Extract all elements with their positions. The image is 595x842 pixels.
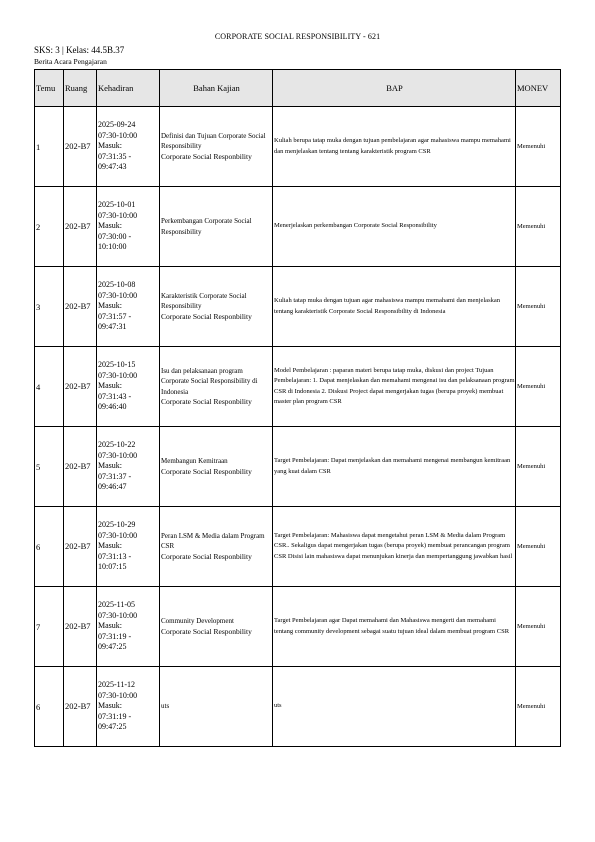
cell-bap: Target Pembelajaran agar Dapat memahami dan Mahasiswa mengerti dan memahami tentang community development sebagai suatu tujuan ideal dalam membuat program CSR bbox=[273, 587, 516, 667]
bahan-topic: Peran LSM & Media dalam Program CSR bbox=[161, 531, 265, 551]
kehadiran-masuk-label: Masuk: bbox=[98, 701, 122, 711]
table-row bbox=[35, 187, 561, 267]
kehadiran-keluar-time: 09:46:40 bbox=[98, 402, 127, 412]
header-temu: Temu bbox=[35, 70, 64, 107]
cell-bap: Target Pembelajaran: Dapat menjelaskan dan memahami mengenai membangun kemitraan yang kuat dalam CSR bbox=[273, 427, 516, 507]
bahan-topic: Karakteristik Corporate Social Responsibility bbox=[161, 291, 247, 311]
cell-monev: Memenuhi bbox=[516, 587, 561, 667]
cell-kehadiran bbox=[97, 427, 160, 507]
kehadiran-masuk-time: 07:30:00 - bbox=[98, 231, 132, 241]
bahan-course: Corporate Social Responbility bbox=[161, 551, 252, 561]
kehadiran-masuk-label: Masuk: bbox=[98, 381, 122, 391]
kehadiran-masuk-time: 07:31:37 - bbox=[98, 471, 132, 481]
cell-temu: 2 bbox=[35, 187, 64, 267]
cell-bap: uts bbox=[273, 667, 516, 747]
table-row bbox=[35, 107, 561, 187]
bahan-topic: Community Development bbox=[161, 617, 234, 625]
cell-bahan-kajian bbox=[160, 107, 273, 187]
table-row bbox=[35, 347, 561, 427]
bahan-course: Corporate Social Responbility bbox=[161, 311, 252, 321]
cell-bahan-kajian bbox=[160, 347, 273, 427]
cell-ruang: 202-B7 bbox=[64, 427, 97, 507]
cell-bap: Menerjelaskan perkembangan Corporate Social Responsibility bbox=[273, 187, 516, 267]
kehadiran-masuk-time: 07:31:19 - bbox=[98, 631, 132, 641]
kehadiran-keluar-time: 09:46:47 bbox=[98, 482, 127, 492]
bap-table bbox=[34, 69, 561, 747]
cell-temu: 1 bbox=[35, 107, 64, 187]
kehadiran-masuk-time: 07:31:43 - bbox=[98, 391, 132, 401]
cell-temu: 6 bbox=[35, 667, 64, 747]
kehadiran-keluar-time: 09:47:43 bbox=[98, 162, 127, 172]
kehadiran-time: 07:30-10:00 bbox=[98, 450, 138, 460]
sks-kelas-info: SKS: 3 | Kelas: 44.5B.37 bbox=[34, 45, 125, 55]
kehadiran-keluar-time: 10:10:00 bbox=[98, 242, 127, 252]
cell-temu: 7 bbox=[35, 587, 64, 667]
kehadiran-time: 07:30-10:00 bbox=[98, 290, 138, 300]
kehadiran-date: 2025-10-08 bbox=[98, 280, 136, 290]
kehadiran-date: 2025-11-12 bbox=[98, 680, 136, 690]
header-ruang: Ruang bbox=[64, 70, 97, 107]
cell-bahan-kajian bbox=[160, 587, 273, 667]
kehadiran-masuk-label: Masuk: bbox=[98, 461, 122, 471]
document-subtitle: Berita Acara Pengajaran bbox=[34, 57, 107, 66]
header-bap: BAP bbox=[273, 70, 516, 107]
cell-temu: 3 bbox=[35, 267, 64, 347]
header-bahan-kajian: Bahan Kajian bbox=[160, 70, 273, 107]
table-header-row bbox=[35, 70, 561, 107]
cell-kehadiran bbox=[97, 667, 160, 747]
cell-monev: Memenuhi bbox=[516, 267, 561, 347]
kehadiran-time: 07:30-10:00 bbox=[98, 130, 138, 140]
cell-monev: Memenuhi bbox=[516, 667, 561, 747]
cell-kehadiran bbox=[97, 347, 160, 427]
kehadiran-date: 2025-11-05 bbox=[98, 600, 136, 610]
kehadiran-date: 2025-10-22 bbox=[98, 440, 136, 450]
cell-kehadiran bbox=[97, 507, 160, 587]
kehadiran-keluar-time: 09:47:25 bbox=[98, 642, 127, 652]
kehadiran-date: 2025-10-29 bbox=[98, 520, 136, 530]
kehadiran-keluar-time: 09:47:25 bbox=[98, 722, 127, 732]
cell-ruang: 202-B7 bbox=[64, 507, 97, 587]
table-row bbox=[35, 427, 561, 507]
cell-ruang: 202-B7 bbox=[64, 347, 97, 427]
table-row bbox=[35, 587, 561, 667]
header-kehadiran: Kehadiran bbox=[97, 70, 160, 107]
kehadiran-time: 07:30-10:00 bbox=[98, 610, 138, 620]
kehadiran-masuk-label: Masuk: bbox=[98, 221, 122, 231]
cell-ruang: 202-B7 bbox=[64, 267, 97, 347]
kehadiran-time: 07:30-10:00 bbox=[98, 210, 138, 220]
kehadiran-date: 2025-10-01 bbox=[98, 200, 136, 210]
cell-bahan-kajian bbox=[160, 667, 273, 747]
table-row bbox=[35, 507, 561, 587]
kehadiran-masuk-time: 07:31:19 - bbox=[98, 711, 132, 721]
kehadiran-masuk-time: 07:31:35 - bbox=[98, 151, 132, 161]
bahan-topic: Definisi dan Tujuan Corporate Social Responsibility bbox=[161, 131, 266, 151]
cell-ruang: 202-B7 bbox=[64, 667, 97, 747]
cell-kehadiran bbox=[97, 107, 160, 187]
cell-monev: Memenuhi bbox=[516, 507, 561, 587]
bahan-topic: Membangun Kemitraan bbox=[161, 457, 228, 465]
bahan-topic: Perkembangan Corporate Social Responsibility bbox=[161, 217, 252, 236]
cell-monev: Memenuhi bbox=[516, 107, 561, 187]
cell-bap: Model Pembelajaran : paparan materi berupa tatap muka, diskusi dan project Tujuan Pembelajaran: 1. Dapat menjelaskan dan memahami mengenai isu dan pelaksanaan program CSR di Indonesia 2. Diskusi Project dapat mengerjakan tugas (berupa proyek) membuat master plan program CSR bbox=[273, 347, 516, 427]
bahan-course: Corporate Social Responbility bbox=[161, 397, 252, 406]
cell-bahan-kajian bbox=[160, 187, 273, 267]
cell-bahan-kajian bbox=[160, 427, 273, 507]
kehadiran-keluar-time: 09:47:31 bbox=[98, 322, 127, 332]
cell-temu: 5 bbox=[35, 427, 64, 507]
cell-temu: 6 bbox=[35, 507, 64, 587]
kehadiran-masuk-label: Masuk: bbox=[98, 301, 122, 311]
cell-bahan-kajian bbox=[160, 507, 273, 587]
cell-bap: Kuliah berupa tatap muka dengan tujuan pembelajaran agar mahasiswa mampu memahami dan menjelaskan tentang tentang karakteristik program CSR bbox=[273, 107, 516, 187]
kehadiran-masuk-label: Masuk: bbox=[98, 541, 122, 551]
kehadiran-date: 2025-09-24 bbox=[98, 120, 136, 130]
bahan-course: Corporate Social Responbility bbox=[161, 626, 252, 636]
cell-ruang: 202-B7 bbox=[64, 187, 97, 267]
cell-bahan-kajian bbox=[160, 267, 273, 347]
cell-bap: Kuliah tatap muka dengan tujuan agar mahasiswa mampu memahami dan menjelaskan tentang karakteristik Corporate Social Responsibility di Indonesia bbox=[273, 267, 516, 347]
document-title: CORPORATE SOCIAL RESPONSIBILITY - 621 bbox=[214, 32, 381, 41]
kehadiran-masuk-label: Masuk: bbox=[98, 141, 122, 151]
cell-bap: Target Pembelajaran: Mahasiswa dapat mengetahui peran LSM & Media dalam Program CSR.. Sekaligus dapat mengerjakan tugas (berupa proyek) membuat perancangan program CSR Disisi lain mahasiswa dapat menunjukan kinerja dan mempertanggung jawabkan hasil bbox=[273, 507, 516, 587]
header-monev: MONEV bbox=[516, 70, 561, 107]
kehadiran-masuk-time: 07:31:57 - bbox=[98, 311, 132, 321]
cell-ruang: 202-B7 bbox=[64, 587, 97, 667]
bahan-topic: uts bbox=[161, 702, 170, 711]
bahan-course: Corporate Social Responbility bbox=[161, 466, 252, 476]
cell-kehadiran bbox=[97, 267, 160, 347]
bahan-topic: Isu dan pelaksanaan program Corporate Social Responsibility di Indonesia bbox=[161, 366, 258, 396]
kehadiran-time: 07:30-10:00 bbox=[98, 370, 138, 380]
kehadiran-time: 07:30-10:00 bbox=[98, 690, 138, 700]
table-row bbox=[35, 667, 561, 747]
kehadiran-keluar-time: 10:07:15 bbox=[98, 562, 127, 572]
cell-monev: Memenuhi bbox=[516, 347, 561, 427]
kehadiran-time: 07:30-10:00 bbox=[98, 530, 138, 540]
cell-kehadiran bbox=[97, 587, 160, 667]
cell-temu: 4 bbox=[35, 347, 64, 427]
cell-monev: Memenuhi bbox=[516, 427, 561, 507]
kehadiran-date: 2025-10-15 bbox=[98, 360, 136, 370]
kehadiran-masuk-time: 07:31:13 - bbox=[98, 551, 132, 561]
bahan-course: Corporate Social Responbility bbox=[161, 151, 252, 161]
cell-monev: Memenuhi bbox=[516, 187, 561, 267]
kehadiran-masuk-label: Masuk: bbox=[98, 621, 122, 631]
table-row bbox=[35, 267, 561, 347]
cell-kehadiran bbox=[97, 187, 160, 267]
cell-ruang: 202-B7 bbox=[64, 107, 97, 187]
